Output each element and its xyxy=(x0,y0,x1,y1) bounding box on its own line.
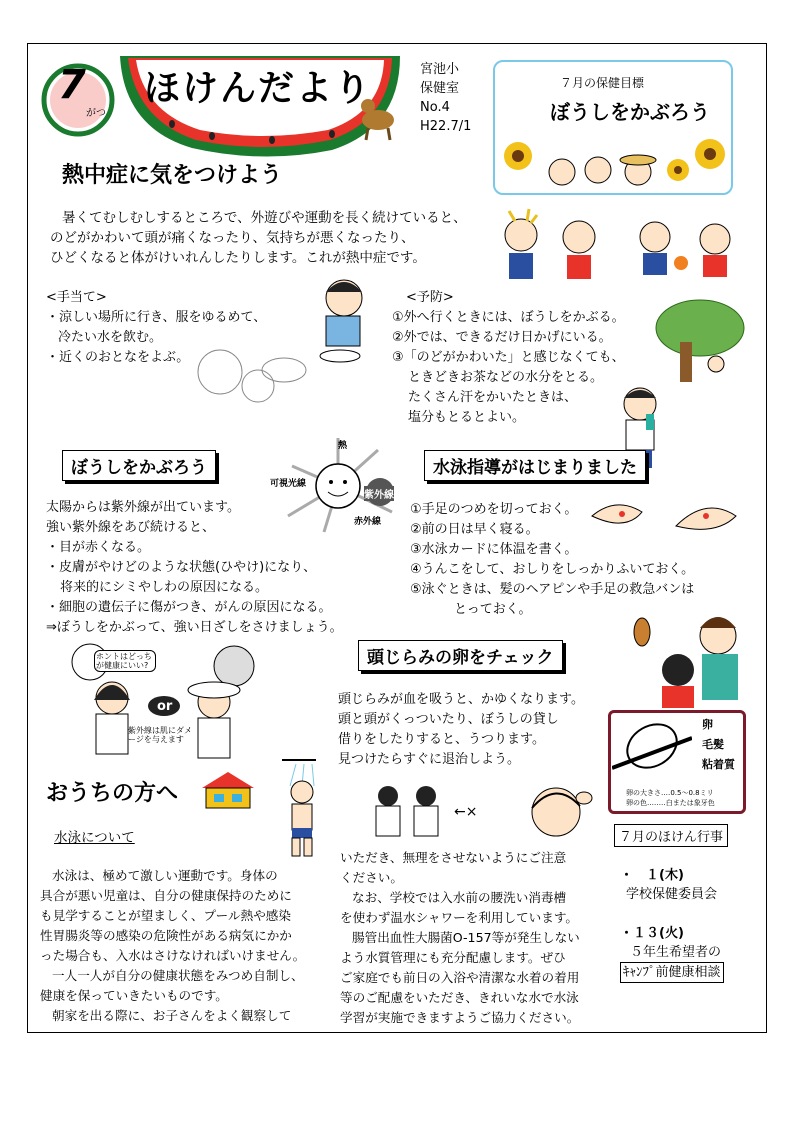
or-label: or xyxy=(157,699,173,714)
lice-check-illustration xyxy=(622,606,744,710)
sunflower-children-illustration xyxy=(498,132,730,192)
lice-text xyxy=(338,690,584,770)
egg-color-label: 卵の色‥‥‥‥白または象牙色 xyxy=(626,799,715,807)
sun-label-uv: 紫外線 xyxy=(364,486,394,501)
home-line: を使わず温水シャワーを利用しています。 xyxy=(340,910,579,925)
home-line: 具合が悪い児童は、自分の健康保持のために xyxy=(40,888,292,903)
hat-line: ・細胞の遺伝子に傷がつき、がんの原因になる。 xyxy=(46,600,332,615)
swim-item: ①手足のつめを切っておく。 xyxy=(410,502,578,517)
lice-egg-drawing xyxy=(612,714,692,782)
home-line: も見学することが望ましく、プール熱や感染 xyxy=(40,908,291,923)
goal-text: ぼうしをかぶろう xyxy=(550,100,710,124)
intro-line: のどがかわいて頭が痛くなったり、気持ちが悪くなったり、 xyxy=(50,230,415,246)
heatstroke-title: 熱中症に気をつけよう xyxy=(62,163,283,188)
lice-line: 頭じらみが血を吸うと、かゆくなります。 xyxy=(338,692,584,707)
hat-line: 太陽からは紫外線が出ています。 xyxy=(46,500,240,515)
lice-line: 頭と頭がくっついたり、ぼうしの貸し xyxy=(338,712,559,727)
lice-line: 見つけたらすぐに退治しよう。 xyxy=(338,752,521,767)
office-name: 保健室 xyxy=(420,81,460,96)
heatstroke-boy-illustration xyxy=(180,272,390,412)
home-line: ご家庭でも前日の入浴や清潔な水着の着用 xyxy=(340,970,580,985)
month-suffix: がつ xyxy=(86,108,106,119)
header-info xyxy=(420,60,471,136)
events-title: ７月のほけん行事 xyxy=(614,824,728,847)
prevention-section xyxy=(392,288,625,428)
events-list xyxy=(620,866,724,983)
home-line: 腸管出血性大腸菌O-157等が発生しない xyxy=(352,930,580,945)
home-line: 等のご配慮をいただき、きれいな水で水泳 xyxy=(340,990,579,1005)
event-date: ・ １(木) xyxy=(620,868,684,883)
hair-label: 毛髪 xyxy=(702,738,724,751)
head-scratching-illustration xyxy=(512,776,602,846)
tree-shade-illustration xyxy=(650,298,750,388)
lice-section-title: 頭じらみの卵をチェック xyxy=(358,640,563,671)
home-line: 性胃腸炎等の感染の危険性がある病気にかか xyxy=(40,928,292,943)
event-text: ５年生希望者の xyxy=(630,945,722,960)
shower-boy-illustration xyxy=(276,756,336,860)
prevention-item: ①外へ行くときには、ぼうしをかぶる。 xyxy=(392,310,625,325)
intro-line: 暑くてむしむしするところで、外遊びや運動を長く続けていると、 xyxy=(62,210,467,226)
month-number: 7 xyxy=(58,62,86,108)
prevention-item: ときどきお茶などの水分をとる。 xyxy=(408,370,604,385)
swim-item: とっておく。 xyxy=(454,602,532,617)
house-icon xyxy=(200,770,256,810)
swim-section-title: 水泳指導がはじまりました xyxy=(424,450,646,481)
treatment-title: <手当て> xyxy=(46,290,107,305)
home-line: った場合も、入水はさけなければいけません。 xyxy=(40,948,306,963)
swim-item: ④うんこをして、おしりをしっかりふいておく。 xyxy=(410,562,695,577)
home-column-1 xyxy=(40,866,305,1026)
event-date: ・１３(火) xyxy=(620,926,684,941)
intro-line: ひどくなると体がけいれんしたりします。これが熱中症です。 xyxy=(50,250,426,266)
egg-size-label: 卵の大きさ‥‥0.5～0.8ミリ xyxy=(626,789,714,797)
goal-label: ７月の保健目標 xyxy=(560,76,645,90)
sick-children-illustration xyxy=(495,205,750,295)
home-line: ください。 xyxy=(340,870,403,885)
issue-date: H22.7/1 xyxy=(420,119,472,134)
home-column-2 xyxy=(340,848,580,1028)
hat-line: ・目が赤くなる。 xyxy=(46,540,151,555)
glue-label: 粘着質 xyxy=(702,758,735,771)
home-line: 朝家を出る際に、お子さんをよく観察して xyxy=(52,1008,292,1023)
home-line: 一人一人が自分の健康状態をみつめ自制し、 xyxy=(52,968,304,983)
prevention-item: ②外では、できるだけ日かげにいる。 xyxy=(392,330,612,345)
heatstroke-intro xyxy=(50,208,467,268)
newsletter-title: ほけんだより xyxy=(144,68,373,109)
home-line: 健康を保っていきたいものです。 xyxy=(40,988,228,1003)
hat-line: 強い紫外線をあび続けると、 xyxy=(46,520,216,535)
hat-line: 将来的にシミやしわの原因になる。 xyxy=(60,580,269,595)
prevention-title: <予防> xyxy=(406,290,454,305)
sun-label-ir: 赤外線 xyxy=(354,517,382,527)
speech-bubble-uv: 紫外線は肌にダメージを与えます xyxy=(128,726,192,744)
home-line: 学習が実施できますようご協力ください。 xyxy=(340,1010,580,1025)
home-line: いただき、無理をさせないようにご注意 xyxy=(340,850,567,865)
home-line: よう水質管理にも充分配慮します。ぜひ xyxy=(340,950,566,965)
prevention-item: ③「のどがかわいた」と感じなくても、 xyxy=(392,350,625,365)
egg-label: 卵 xyxy=(702,718,713,731)
home-line: なお、学校では入水前の腰洗い消毒槽 xyxy=(352,890,567,905)
hat-text xyxy=(46,498,343,638)
treatment-item: ・涼しい場所に行き、服をゆるめて、 xyxy=(46,310,267,325)
head-touching-illustration xyxy=(362,782,452,848)
home-section-title: おうちの方へ xyxy=(46,781,179,806)
hat-line: ⇒ぼうしをかぶって、強い日ざしをさけましょう。 xyxy=(46,620,343,635)
swim-item: ⑤泳ぐときは、髪のヘアピンや手足の救急バンは xyxy=(410,582,695,597)
school-name: 宮池小 xyxy=(420,62,460,77)
event-text: 学校保健委員会 xyxy=(626,887,718,902)
treatment-item: ・近くのおとなをよぶ。 xyxy=(46,350,190,365)
speech-bubble-question: ホントはどっちが健康にいい? xyxy=(94,650,156,672)
nail-cutting-illustration xyxy=(586,476,742,546)
swim-item: ③水泳カードに体温を書く。 xyxy=(410,542,578,557)
not-allowed-arrow: ←× xyxy=(454,804,478,820)
issue-number: No.4 xyxy=(420,100,450,115)
event-text: ｷｬﾝﾌﾟ前健康相談 xyxy=(620,962,724,983)
sun-label-heat: 熱 xyxy=(338,441,348,451)
prevention-item: たくさん汗をかいたときは、 xyxy=(408,390,578,405)
prevention-item: 塩分もとるとよい。 xyxy=(408,410,526,425)
sun-label-visible: 可視光線 xyxy=(270,479,307,489)
home-line: 水泳は、極めて激しい運動です。身体の xyxy=(52,868,278,883)
hat-section-title: ぼうしをかぶろう xyxy=(62,450,216,481)
home-subtitle: 水泳について xyxy=(54,830,135,846)
swim-item: ②前の日は早く寝る。 xyxy=(410,522,539,537)
treatment-item: 冷たい水を飲む。 xyxy=(58,330,163,345)
hat-line: ・皮膚がやけどのような状態(ひやけ)になり、 xyxy=(46,560,317,575)
lice-line: 借りをしたりすると、うつります。 xyxy=(338,732,545,747)
